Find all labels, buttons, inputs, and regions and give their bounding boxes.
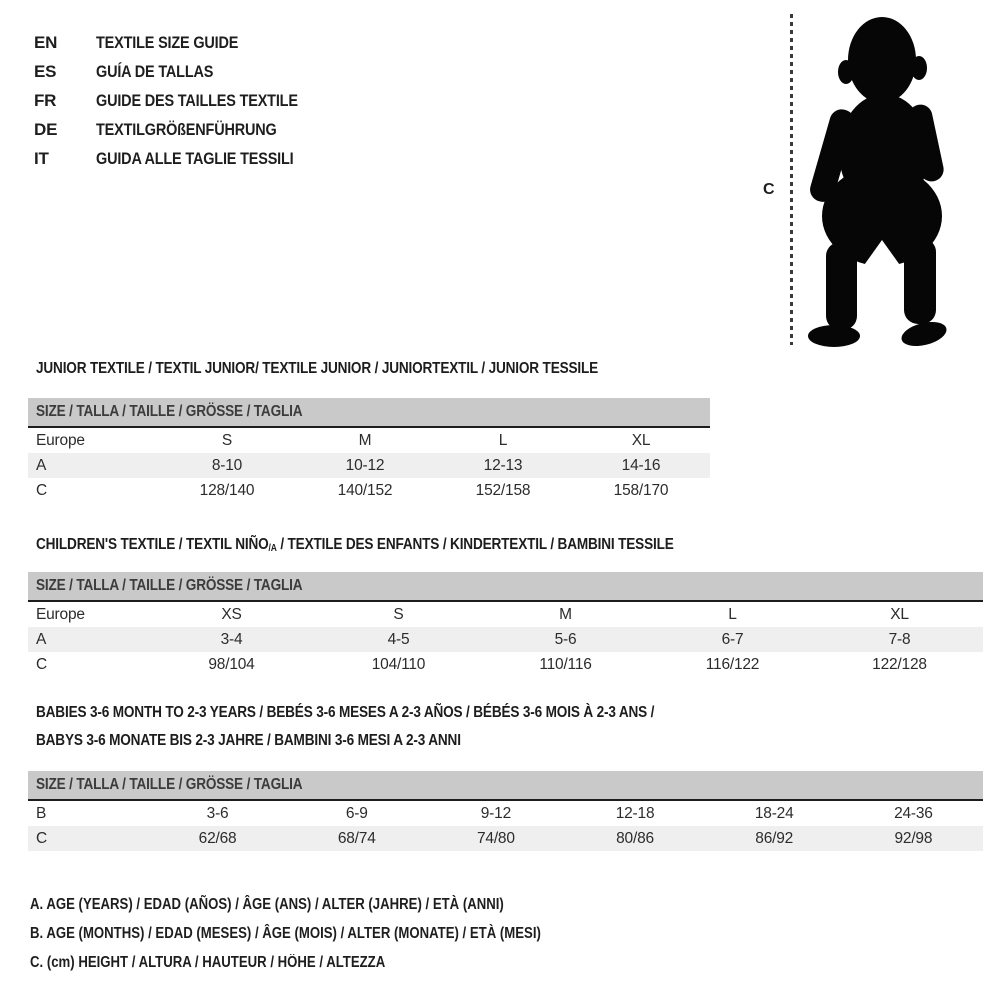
cell-value: 5-6 — [554, 630, 577, 648]
lang-row-fr — [34, 86, 333, 115]
baby-silhouette — [800, 10, 960, 350]
footnote-a-text: A. AGE (YEARS) / EDAD (AÑOS) / ÂGE (ANS) / ALTER (JAHRE) / ETÀ (ANNI) — [30, 896, 504, 913]
cell-value: 6-7 — [721, 630, 744, 648]
cell-value: 3-6 — [206, 804, 229, 822]
footnote-b-text: B. AGE (MONTHS) / EDAD (MESES) / ÂGE (MOIS) / ALTER (MONATE) / ETÀ (MESI) — [30, 925, 541, 942]
cell-value: 140/152 — [337, 481, 393, 499]
cell-value: 92/98 — [894, 829, 933, 847]
lang-code: DE — [34, 120, 58, 139]
lang-code: ES — [34, 62, 57, 81]
babies-size-table — [28, 771, 983, 851]
footnote-c-text: C. (cm) HEIGHT / ALTURA / HAUTEUR / HÖHE / ALTEZZA — [30, 954, 386, 971]
size-header-cell — [28, 771, 983, 800]
baby-head — [848, 17, 916, 103]
cell-value: 86/92 — [755, 829, 794, 847]
baby-leg-left — [826, 242, 857, 330]
lang-row-es — [34, 57, 333, 86]
baby-foot-left — [808, 325, 860, 347]
size-header-cell — [28, 398, 710, 427]
cell-value: L — [498, 431, 508, 449]
table-row — [28, 478, 710, 503]
children-title-main: CHILDREN'S TEXTILE / TEXTIL NIÑO — [36, 536, 269, 553]
table-row — [28, 627, 983, 652]
height-measure-dashed-line — [790, 14, 793, 345]
cell-value: 3-4 — [220, 630, 243, 648]
cell-value: 62/68 — [198, 829, 237, 847]
lang-title: GUÍA DE TALLAS — [96, 62, 214, 81]
row-label: A — [36, 630, 47, 648]
cell-value: XL — [631, 431, 651, 449]
cell-value: 80/86 — [616, 829, 654, 847]
section-title-children — [36, 536, 786, 558]
cell-value: 9-12 — [480, 804, 511, 822]
table-row — [28, 800, 983, 826]
lang-title: TEXTILGRÖßENFÜHRUNG — [96, 120, 277, 139]
baby-leg-right — [904, 238, 936, 324]
cell-value: 110/116 — [539, 655, 592, 673]
row-label: C — [36, 655, 47, 673]
cell-value: 98/104 — [208, 655, 255, 673]
cell-value: 152/158 — [475, 481, 531, 499]
language-title-block — [34, 28, 333, 173]
cell-value: 122/128 — [872, 655, 927, 673]
lang-row-en — [34, 28, 333, 57]
cell-value: 6-9 — [345, 804, 368, 822]
cell-value: 128/140 — [199, 481, 255, 499]
table-row — [28, 826, 983, 851]
cell-value: XL — [890, 605, 909, 623]
footnote-c — [30, 948, 631, 977]
cell-value: 12-18 — [615, 804, 655, 822]
cell-value: L — [728, 605, 737, 623]
cell-value: 116/122 — [705, 655, 760, 673]
cell-value: 14-16 — [621, 456, 661, 474]
lang-code: FR — [34, 91, 57, 110]
cell-value: S — [221, 431, 233, 449]
row-label: C — [36, 829, 47, 847]
lang-row-it — [34, 144, 333, 173]
cell-value: 68/74 — [337, 829, 376, 847]
babies-title-line1-text: BABIES 3-6 MONTH TO 2-3 YEARS / BEBÉS 3-6 MESES A 2-3 AÑOS / BÉBÉS 3-6 MOIS À 2-3 ANS / — [36, 704, 655, 721]
lang-title: GUIDE DES TAILLES TEXTILE — [96, 91, 298, 110]
section-title-junior — [36, 360, 697, 378]
cell-value: M — [358, 431, 372, 449]
children-size-table — [28, 572, 983, 677]
section-title-children-text — [36, 536, 674, 558]
cell-value: 10-12 — [345, 456, 385, 474]
row-label: A — [36, 456, 47, 474]
lang-title: GUIDA ALLE TAGLIE TESSILI — [96, 149, 294, 168]
cell-value: 4-5 — [387, 630, 410, 648]
size-header-row — [28, 398, 710, 427]
footnote-a — [30, 890, 631, 919]
lang-code: IT — [34, 149, 49, 168]
cell-value: 104/110 — [371, 655, 426, 673]
cell-value: XS — [221, 605, 242, 623]
height-label: C — [763, 181, 775, 198]
size-header-text: SIZE / TALLA / TAILLE / GRÖSSE / TAGLIA — [36, 776, 303, 793]
cell-value: S — [393, 605, 404, 623]
size-header-row — [28, 771, 983, 800]
size-header-cell — [28, 572, 983, 601]
cell-value: 18-24 — [754, 804, 794, 822]
row-label: Europe — [36, 431, 85, 449]
size-header-row — [28, 572, 983, 601]
babies-title-line2-text: BABYS 3-6 MONATE BIS 2-3 JAHRE / BAMBINI 3-6 MESI A 2-3 ANNI — [36, 732, 461, 749]
table-row — [28, 652, 983, 677]
row-label: B — [36, 804, 47, 822]
section-title-junior-text: JUNIOR TEXTILE / TEXTIL JUNIOR/ TEXTILE JUNIOR / JUNIORTEXTIL / JUNIOR TESSILE — [36, 360, 599, 377]
table-row — [28, 601, 983, 627]
table-row — [28, 453, 710, 478]
section-title-babies-line2 — [36, 732, 536, 750]
cell-value: 7-8 — [888, 630, 911, 648]
cell-value: 12-13 — [483, 456, 523, 474]
table-row — [28, 427, 710, 453]
cell-value: 24-36 — [894, 804, 933, 822]
children-title-rest: / TEXTILE DES ENFANTS / KINDERTEXTIL / BAMBINI TESSILE — [276, 536, 674, 553]
lang-row-de — [34, 115, 333, 144]
section-title-babies-line1 — [36, 704, 763, 722]
cell-value: 158/170 — [613, 481, 669, 499]
size-header-text: SIZE / TALLA / TAILLE / GRÖSSE / TAGLIA — [36, 577, 303, 594]
children-title-subscript: /A — [268, 543, 277, 554]
junior-size-table — [28, 398, 710, 503]
lang-code: EN — [34, 33, 58, 52]
footnote-b — [30, 919, 631, 948]
cell-value: 74/80 — [476, 829, 515, 847]
row-label: Europe — [36, 605, 85, 623]
baby-ear-right — [911, 56, 927, 80]
footnotes-block — [30, 890, 631, 977]
cell-value: 8-10 — [211, 456, 243, 474]
cell-value: M — [559, 605, 572, 623]
row-label: C — [36, 481, 47, 499]
baby-ear-left — [838, 60, 854, 84]
size-header-text: SIZE / TALLA / TAILLE / GRÖSSE / TAGLIA — [36, 403, 303, 420]
lang-title: TEXTILE SIZE GUIDE — [96, 33, 239, 52]
